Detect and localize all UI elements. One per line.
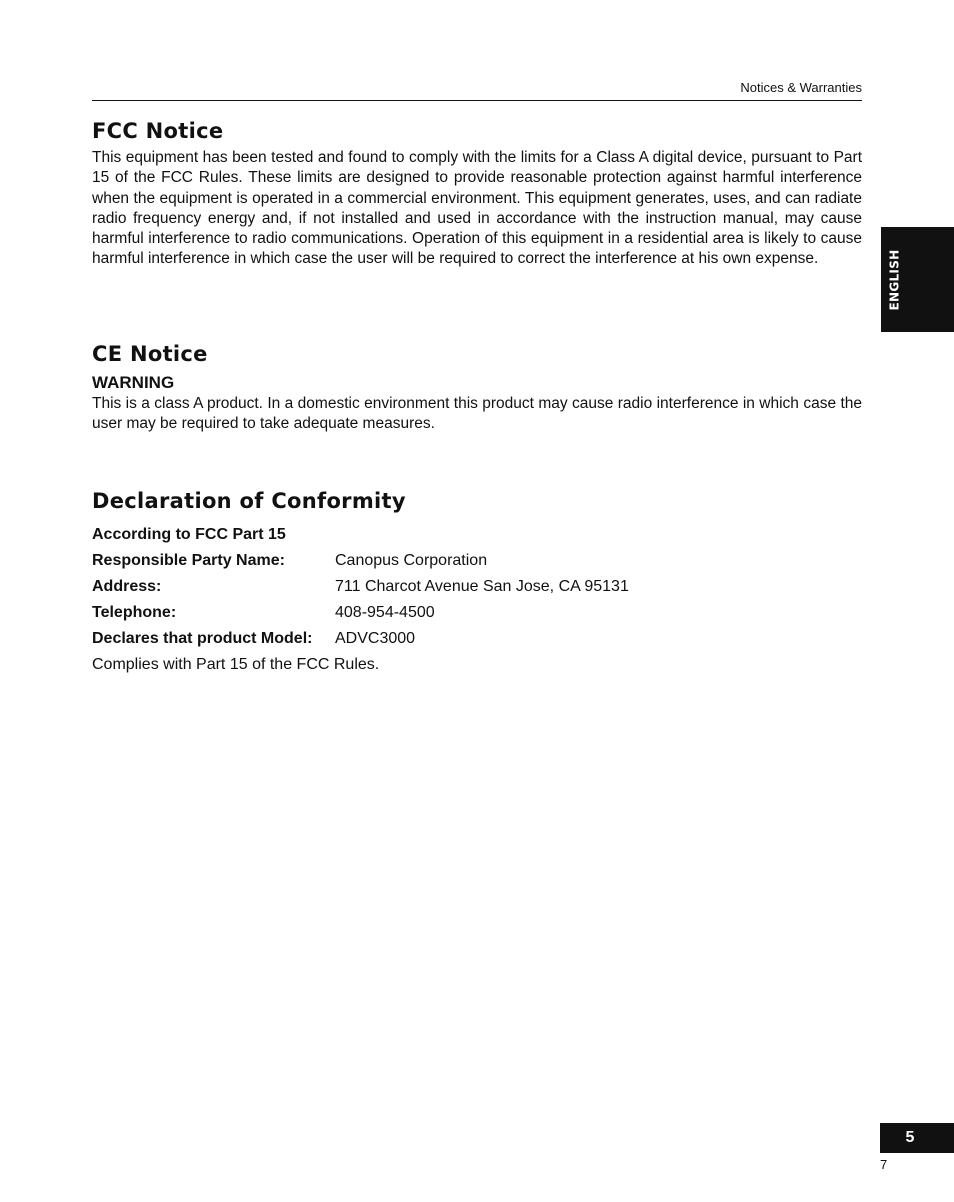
row-value: 408-954-4500 <box>335 604 435 621</box>
fcc-section <box>92 119 862 270</box>
row-label: Address: <box>92 578 162 595</box>
row-value: 711 Charcot Avenue San Jose, CA 95131 <box>335 578 629 595</box>
ce-title: CE Notice <box>92 342 208 366</box>
header-divider <box>92 100 862 101</box>
fcc-title: FCC Notice <box>92 119 224 143</box>
declaration-section <box>92 489 862 513</box>
warning-heading: WARNING <box>92 373 175 392</box>
page-number-box <box>880 1123 954 1153</box>
language-tab-label: ENGLISH <box>887 249 901 311</box>
according-text: According to FCC Part 15 <box>92 526 286 543</box>
row-label: Declares that product Model: <box>92 630 313 647</box>
declaration-title: Declaration of Conformity <box>92 489 406 513</box>
ce-body: This is a class A product. In a domestic environment this product may cause radio interference in which case the user may be required to take adequate measures. <box>92 395 862 433</box>
complies-text: Complies with Part 15 of the FCC Rules. <box>92 656 380 673</box>
ce-section <box>92 342 862 435</box>
sheet-number: 7 <box>880 1157 888 1172</box>
fcc-body: This equipment has been tested and found to comply with the limits for a Class A digital device, pursuant to Part 15 of the FCC Rules. These limits are designed to provide reasonable protection against harmful interference when the equipment is operated in a commercial environment. This equipment generates, uses, and can radiate radio frequency energy and, if not installed and used in accordance with the instruction manual, may cause harmful interference to radio communications. Operation of this equipment in a residential area is likely to cause harmful interference in which case the user will be required to correct the interference at his own expense. <box>92 149 862 268</box>
language-tab <box>881 227 954 332</box>
row-label: Responsible Party Name: <box>92 552 285 569</box>
row-value: Canopus Corporation <box>335 552 488 569</box>
page-number: 5 <box>905 1129 915 1146</box>
running-header: Notices & Warranties <box>740 80 862 95</box>
row-value: ADVC3000 <box>335 630 416 647</box>
row-label: Telephone: <box>92 604 177 621</box>
